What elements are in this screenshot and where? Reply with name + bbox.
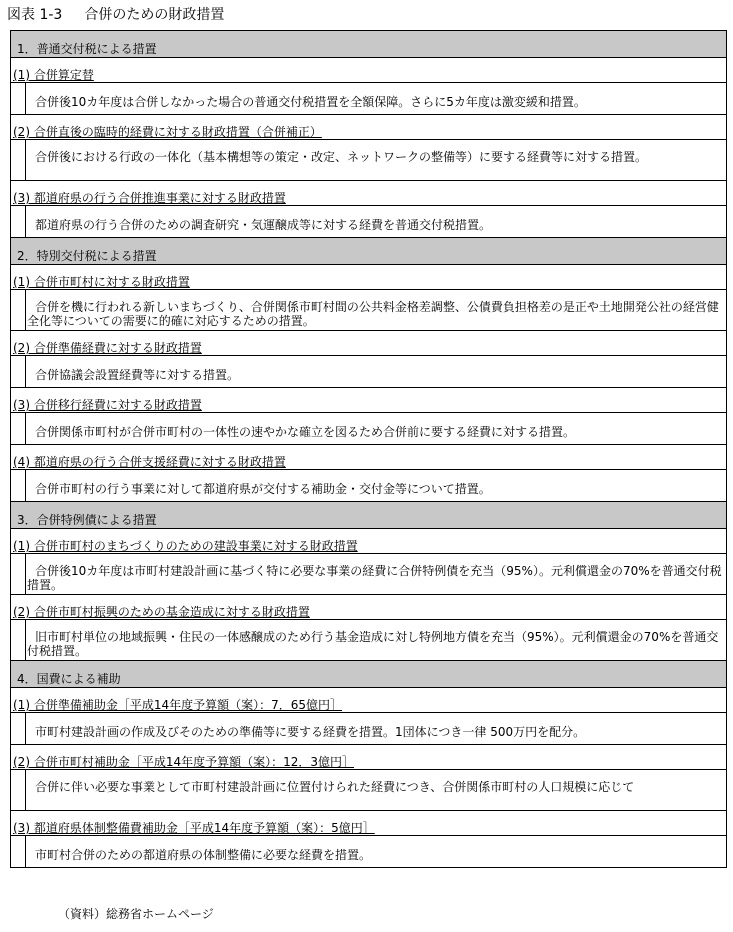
subsection-title: (2) 合併準備経費に対する財政措置 xyxy=(13,341,202,355)
section-heading-4: 4．国費による補助 xyxy=(11,661,726,688)
figure-title xyxy=(7,4,224,26)
subsection-title: (2) 合併市町村補助金［平成14年度予算額（案）：12．3億円］ xyxy=(13,755,354,769)
subsection-title: (3) 合併移行経費に対する財政措置 xyxy=(13,398,202,412)
subsection-3-1 xyxy=(11,529,726,554)
subsection-title: (2) 合併直後の臨時的経費に対する財政措置（合併補正） xyxy=(13,125,322,139)
measures-table xyxy=(10,30,727,868)
description-2-4 xyxy=(11,470,726,502)
description-text: 合併協議会設置経費等に対する措置。 xyxy=(35,368,240,382)
subsection-title: (3) 都道府県体制整備費補助金［平成14年度予算額（案）：5億円］ xyxy=(13,821,375,835)
description-text: 市町村建設計画の作成及びそのための準備等に要する経費を措置。1団体につき一律 500万円を配分。 xyxy=(35,725,586,739)
subsection-4-2 xyxy=(11,745,726,770)
description-text: 都道府県の行う合併のための調査研究・気運醸成等に対する経費を普通交付税措置。 xyxy=(35,218,492,232)
subsection-4-3 xyxy=(11,811,726,836)
description-1-3 xyxy=(11,206,726,238)
description-text: 合併関係市町村が合併市町村の一体性の速やかな確立を図るため合併前に要する経費に対する措置。 xyxy=(35,425,576,439)
description-text: 合併に伴い必要な事業として市町村建設計画に位置付けられた経費につき、合併関係市町村の人口規模に応じて xyxy=(35,780,635,794)
description-text: 合併後10カ年度は市町村建設計画に基づく特に必要な事業の経費に合併特例債を充当（95%）。元利償還金の70%を普通交付税措置。 xyxy=(27,564,722,592)
figure-title-text: 合併のための財政措置 xyxy=(84,7,225,23)
subsection-title: (3) 都道府県の行う合併推進事業に対する財政措置 xyxy=(13,191,286,205)
description-2-1 xyxy=(11,290,726,331)
subsection-title: (1) 合併市町村のまちづくりのための建設事業に対する財政措置 xyxy=(13,539,358,553)
description-1-2 xyxy=(11,140,726,181)
section-heading-3: 3．合併特例債による措置 xyxy=(11,502,726,529)
section-heading-1: 1．普通交付税による措置 xyxy=(11,31,726,58)
description-text: 合併市町村の行う事業に対して都道府県が交付する補助金・交付金等について措置。 xyxy=(35,482,491,496)
description-3-1 xyxy=(11,554,726,595)
subsection-1-3 xyxy=(11,181,726,206)
subsection-1-1 xyxy=(11,58,726,83)
description-2-2 xyxy=(11,356,726,388)
description-text: 合併を機に行われる新しいまちづくり、合併関係市町村間の公共料金格差調整、公債費負担格差の是正や土地開発公社の経営健全化等についての需要に的確に対応するための措置。 xyxy=(27,300,719,328)
subsection-title: (1) 合併算定替 xyxy=(13,68,94,82)
description-text: 市町村合併のための都道府県の体制整備に必要な経費を措置。 xyxy=(35,848,372,862)
subsection-title: (1) 合併準備補助金［平成14年度予算額（案）：7．65億円］ xyxy=(13,698,342,712)
description-text: 合併後10カ年度は合併しなかった場合の普通交付税措置を全額保障。さらに5カ年度は激変緩和措置。 xyxy=(35,95,586,109)
description-4-1 xyxy=(11,713,726,745)
description-3-2 xyxy=(11,620,726,661)
section-heading-2: 2．特別交付税による措置 xyxy=(11,238,726,265)
subsection-2-1 xyxy=(11,265,726,290)
subsection-3-2 xyxy=(11,595,726,620)
subsection-2-3 xyxy=(11,388,726,413)
description-4-2 xyxy=(11,770,726,811)
description-text: 旧市町村単位の地域振興・住民の一体感醸成のため行う基金造成に対し特例地方債を充当（95%）。元利償還金の70%を普通交付税措置。 xyxy=(27,630,719,658)
description-2-3 xyxy=(11,413,726,445)
subsection-title: (4) 都道府県の行う合併支援経費に対する財政措置 xyxy=(13,455,286,469)
subsection-title: (2) 合併市町村振興のための基金造成に対する財政措置 xyxy=(13,605,310,619)
description-text: 合併後における行政の一体化（基本構想等の策定・改定、ネットワークの整備等）に要する経費等に対する措置。 xyxy=(35,150,648,164)
description-4-3 xyxy=(11,836,726,868)
source-note: （資料）総務省ホームページ xyxy=(58,907,214,921)
subsection-title: (1) 合併市町村に対する財政措置 xyxy=(13,275,190,289)
figure-label: 図表 1-3 xyxy=(7,7,63,23)
subsection-1-2 xyxy=(11,115,726,140)
description-1-1 xyxy=(11,83,726,115)
subsection-2-4 xyxy=(11,445,726,470)
subsection-2-2 xyxy=(11,331,726,356)
subsection-4-1 xyxy=(11,688,726,713)
